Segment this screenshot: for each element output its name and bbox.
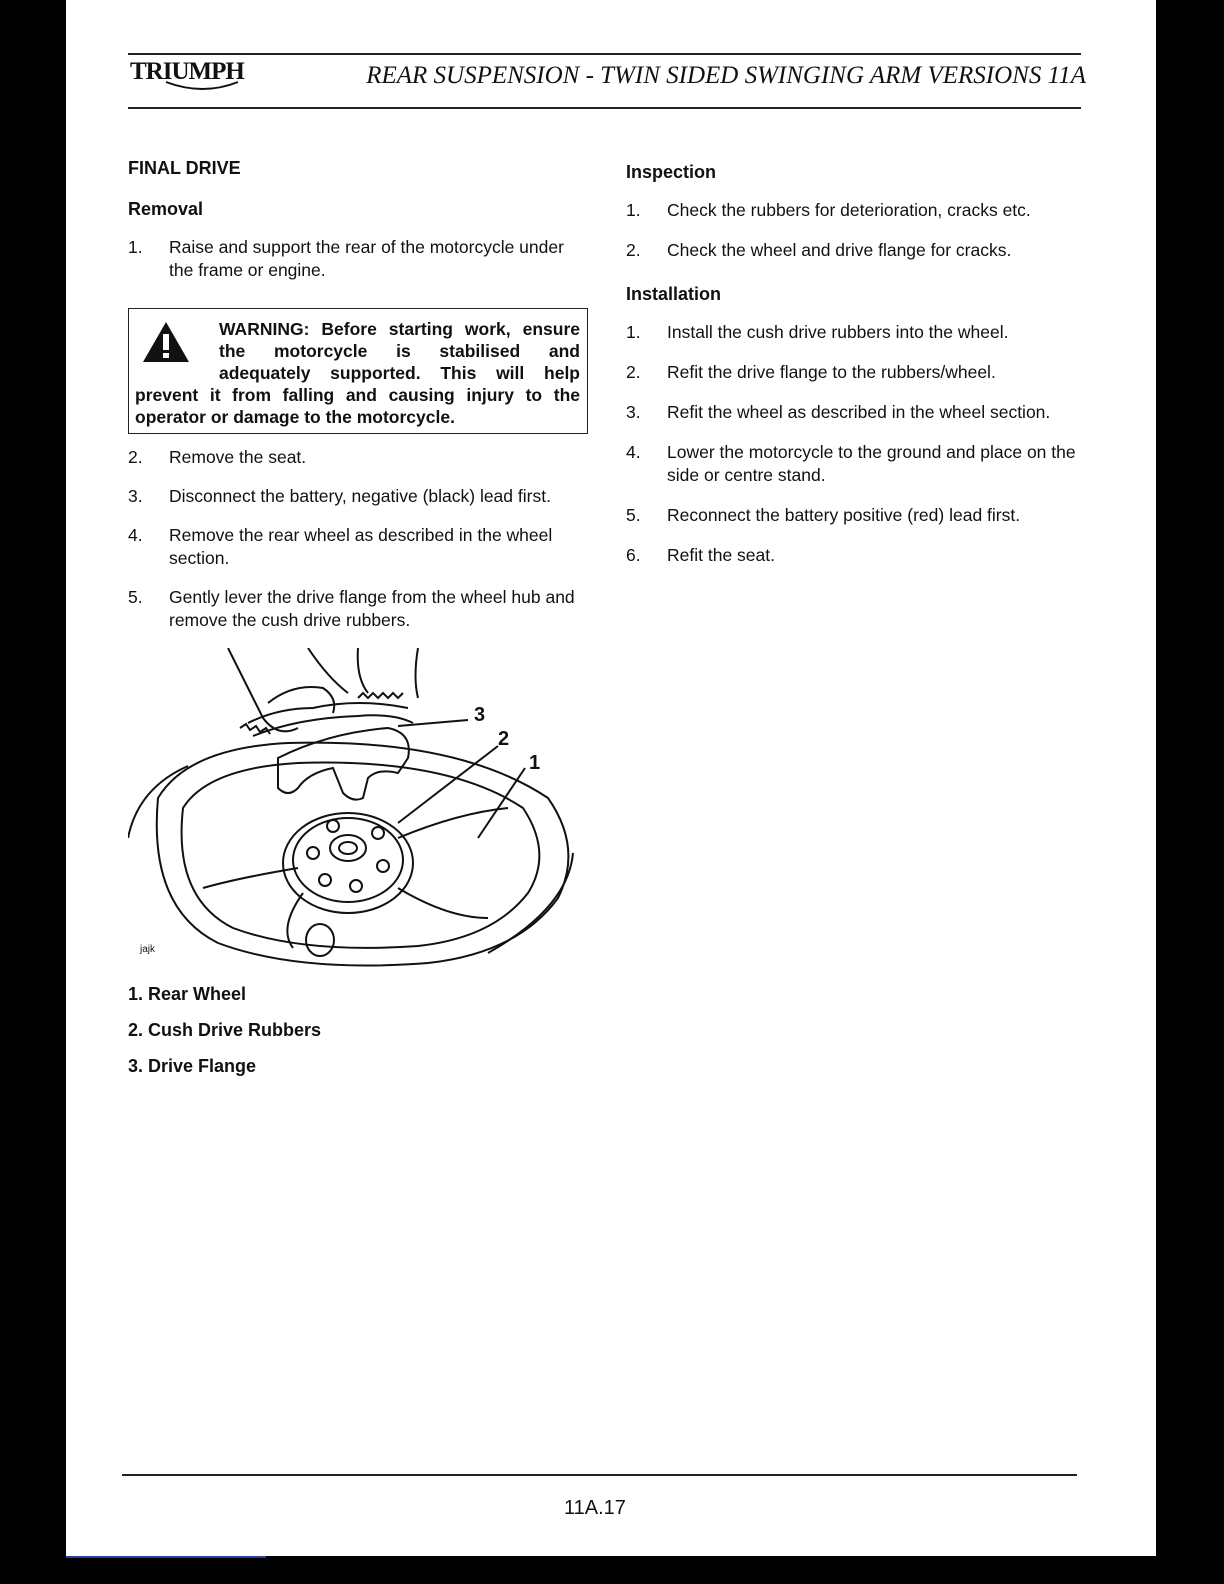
page-number: 11A.17 (564, 1497, 626, 1519)
step-number: 2. (626, 240, 641, 260)
step-text: Reconnect the battery positive (red) lead first. (667, 505, 1021, 525)
removal-heading: Removal (128, 199, 204, 219)
removal-step (128, 485, 588, 508)
step-text: Check the wheel and drive flange for cracks. (667, 240, 1012, 260)
installation-step (626, 544, 1096, 567)
step-text: Gently lever the drive flange from the wheel hub and remove the cush drive rubbers. (169, 587, 575, 630)
installation-step (626, 321, 1096, 344)
warning-triangle-icon (141, 320, 191, 364)
step-number: 4. (626, 442, 641, 462)
step-number: 4. (128, 525, 143, 545)
warning-box (128, 308, 588, 434)
scan-border (66, 1556, 1156, 1584)
removal-step (128, 446, 588, 469)
removal-step (128, 236, 588, 282)
drive-flange-illustration (128, 648, 588, 978)
section-title: FINAL DRIVE (128, 158, 241, 178)
removal-step (128, 586, 588, 632)
figure-code: jajk (140, 944, 156, 955)
wheel-drawing (128, 648, 588, 978)
step-number: 5. (626, 505, 641, 525)
left-column (128, 158, 588, 1092)
step-number: 1. (626, 322, 641, 342)
callout-1: 1 (529, 752, 541, 774)
step-text: Lower the motorcycle to the ground and place on the side or centre stand. (667, 442, 1076, 485)
scan-artifact-line (66, 1556, 266, 1558)
legend-item: 3. Drive Flange (128, 1056, 257, 1076)
svg-text:TRIUMPH: TRIUMPH (130, 58, 244, 85)
step-text: Remove the seat. (169, 447, 307, 467)
legend-item: 2. Cush Drive Rubbers (128, 1020, 322, 1040)
inspection-step (626, 239, 1096, 262)
callout-3: 3 (474, 704, 486, 726)
removal-step (128, 524, 588, 570)
figure-legend (128, 984, 588, 1077)
step-number: 6. (626, 545, 641, 565)
step-text: Refit the drive flange to the rubbers/wheel. (667, 362, 996, 382)
step-number: 2. (128, 447, 143, 467)
step-number: 3. (626, 402, 641, 422)
step-text: Check the rubbers for deterioration, cracks etc. (667, 200, 1031, 220)
installation-step (626, 441, 1096, 487)
step-number: 2. (626, 362, 641, 382)
header-rule-bottom (128, 107, 1081, 109)
step-text: Install the cush drive rubbers into the wheel. (667, 322, 1009, 342)
right-column (626, 162, 1096, 584)
installation-step (626, 401, 1096, 424)
step-number: 1. (626, 200, 641, 220)
installation-step (626, 504, 1096, 527)
legend-item: 1. Rear Wheel (128, 984, 247, 1004)
step-number: 1. (128, 237, 143, 257)
step-number: 5. (128, 587, 143, 607)
step-text: Refit the seat. (667, 545, 775, 565)
triumph-logo (128, 54, 278, 98)
inspection-heading: Inspection (626, 162, 717, 182)
installation-heading: Installation (626, 284, 722, 304)
inspection-step (626, 199, 1096, 222)
callout-2: 2 (498, 728, 510, 750)
step-text: Raise and support the rear of the motorcycle under the frame or engine. (169, 237, 564, 280)
step-text: Refit the wheel as described in the wheel section. (667, 402, 1051, 422)
header-title: REAR SUSPENSION - TWIN SIDED SWINGING ARM VERSIONS 11A (366, 62, 1086, 89)
step-number: 3. (128, 486, 143, 506)
manual-page (66, 0, 1156, 1556)
warning-text: WARNING: Before starting work, ensure the motorcycle is stabilised and adequately supported. This will help prevent it from falling and causing injury to the operator or damage to the motorcycle. (135, 319, 580, 427)
step-text: Remove the rear wheel as described in the wheel section. (169, 525, 553, 568)
installation-step (626, 361, 1096, 384)
step-text: Disconnect the battery, negative (black) lead first. (169, 486, 551, 506)
footer-rule (122, 1474, 1077, 1476)
